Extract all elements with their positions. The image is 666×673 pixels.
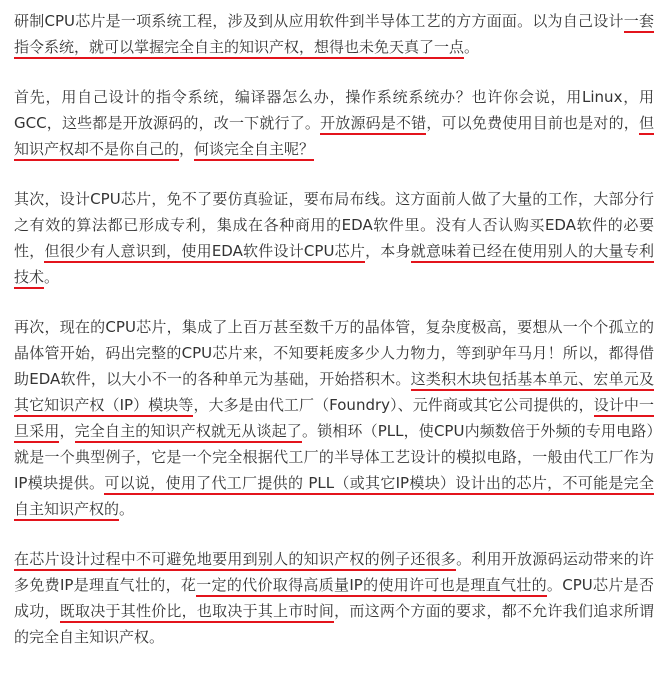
paragraph-text: 。 bbox=[44, 268, 60, 286]
highlighted-phrase: 但知识产权却不是你自己的 bbox=[14, 114, 654, 161]
paragraph-text: 研制CPU芯片是一项系统工程，涉及到从应用软件到半导体工艺的方方面面。以为自己设计 bbox=[14, 12, 624, 30]
paragraph-text: 。CPU芯片是否成功， bbox=[14, 576, 654, 620]
paragraph-text: ，本身 bbox=[365, 242, 411, 260]
article-paragraph bbox=[14, 186, 654, 290]
article-body bbox=[14, 8, 654, 650]
highlighted-phrase: 但很少有人意识到，使用EDA软件设计CPU芯片 bbox=[44, 242, 365, 263]
paragraph-text: ，大多是由代工厂（Foundry）、元件商或其它公司提供的， bbox=[193, 396, 594, 414]
highlighted-phrase: 一套指令系统，就可以掌握完全自主的知识产权，想得也未免天真了一点 bbox=[14, 12, 654, 59]
highlighted-phrase: 何谈完全自主呢？ bbox=[194, 140, 314, 161]
paragraph-text: 其次，设计CPU芯片，免不了要仿真验证，要布局布线。这方面前人做了大量的工作，大部分行之有效的算法都已形成专利，集成在各种商用的EDA软件里。没有人否认购买EDA软件的必要性， bbox=[14, 190, 654, 260]
paragraph-text: ，可以免费使用目前也是对的， bbox=[426, 114, 639, 132]
paragraph-text: ， bbox=[179, 140, 195, 158]
article-paragraph bbox=[14, 546, 654, 650]
highlighted-phrase: 可以说，使用了代工厂提供的 PLL（或其它IP模块）设计出的芯片，不可能是完全自主知识产权的 bbox=[14, 474, 654, 521]
highlighted-phrase: 在芯片设计过程中不可避免地要用到别人的知识产权的例子还很多 bbox=[14, 550, 456, 571]
paragraph-text: 。锁相环（PLL，使CPU内频数倍于外频的专用电路）就是一个典型例子，它是一个完全根据代工厂的半导体工艺设计的模拟电路，一般由代工厂作为IP模块提供。 bbox=[14, 422, 654, 492]
paragraph-text: 。 bbox=[464, 38, 480, 56]
paragraph-text: 。 bbox=[119, 500, 135, 518]
highlighted-phrase: 开放源码是不错 bbox=[320, 114, 426, 135]
paragraph-text: ， bbox=[59, 422, 75, 440]
paragraph-text: 。利用开放源码运动带来的许多免费IP是理直气壮的，花 bbox=[14, 550, 654, 594]
highlighted-phrase: 就意味着已经在使用别人的大量专利技术 bbox=[14, 242, 654, 289]
paragraph-text: 首先，用自己设计的指令系统，编译器怎么办，操作系统系统办？也许你会说，用Linux，用GCC，这些都是开放源码的，改一下就行了。 bbox=[14, 88, 654, 132]
article-paragraph bbox=[14, 314, 654, 522]
highlighted-phrase: 这类积木块包括基本单元、宏单元及其它知识产权（IP）模块等 bbox=[14, 370, 654, 417]
article-paragraph bbox=[14, 8, 654, 60]
paragraph-text: ，而这两个方面的要求，都不允许我们追求所谓的完全自主知识产权。 bbox=[14, 602, 654, 646]
paragraph-text: 再次，现在的CPU芯片，集成了上百万甚至数千万的晶体管，复杂度极高，要想从一个个孤立的晶体管开始，码出完整的CPU芯片来，不知要耗废多少人力物力，等到驴年马月！所以，都得借助EDA软件，以大小不一的各种单元为基础，开始搭积木。 bbox=[14, 318, 654, 388]
highlighted-phrase: 设计中一旦采用 bbox=[14, 396, 654, 443]
article-paragraph bbox=[14, 84, 654, 162]
highlighted-phrase: 完全自主的知识产权就无从谈起了 bbox=[75, 422, 302, 443]
highlighted-phrase: 一定的代价取得高质量IP的使用许可也是理直气壮的 bbox=[196, 576, 547, 597]
highlighted-phrase: 既取决于其性价比，也取决于其上市时间 bbox=[60, 602, 334, 623]
